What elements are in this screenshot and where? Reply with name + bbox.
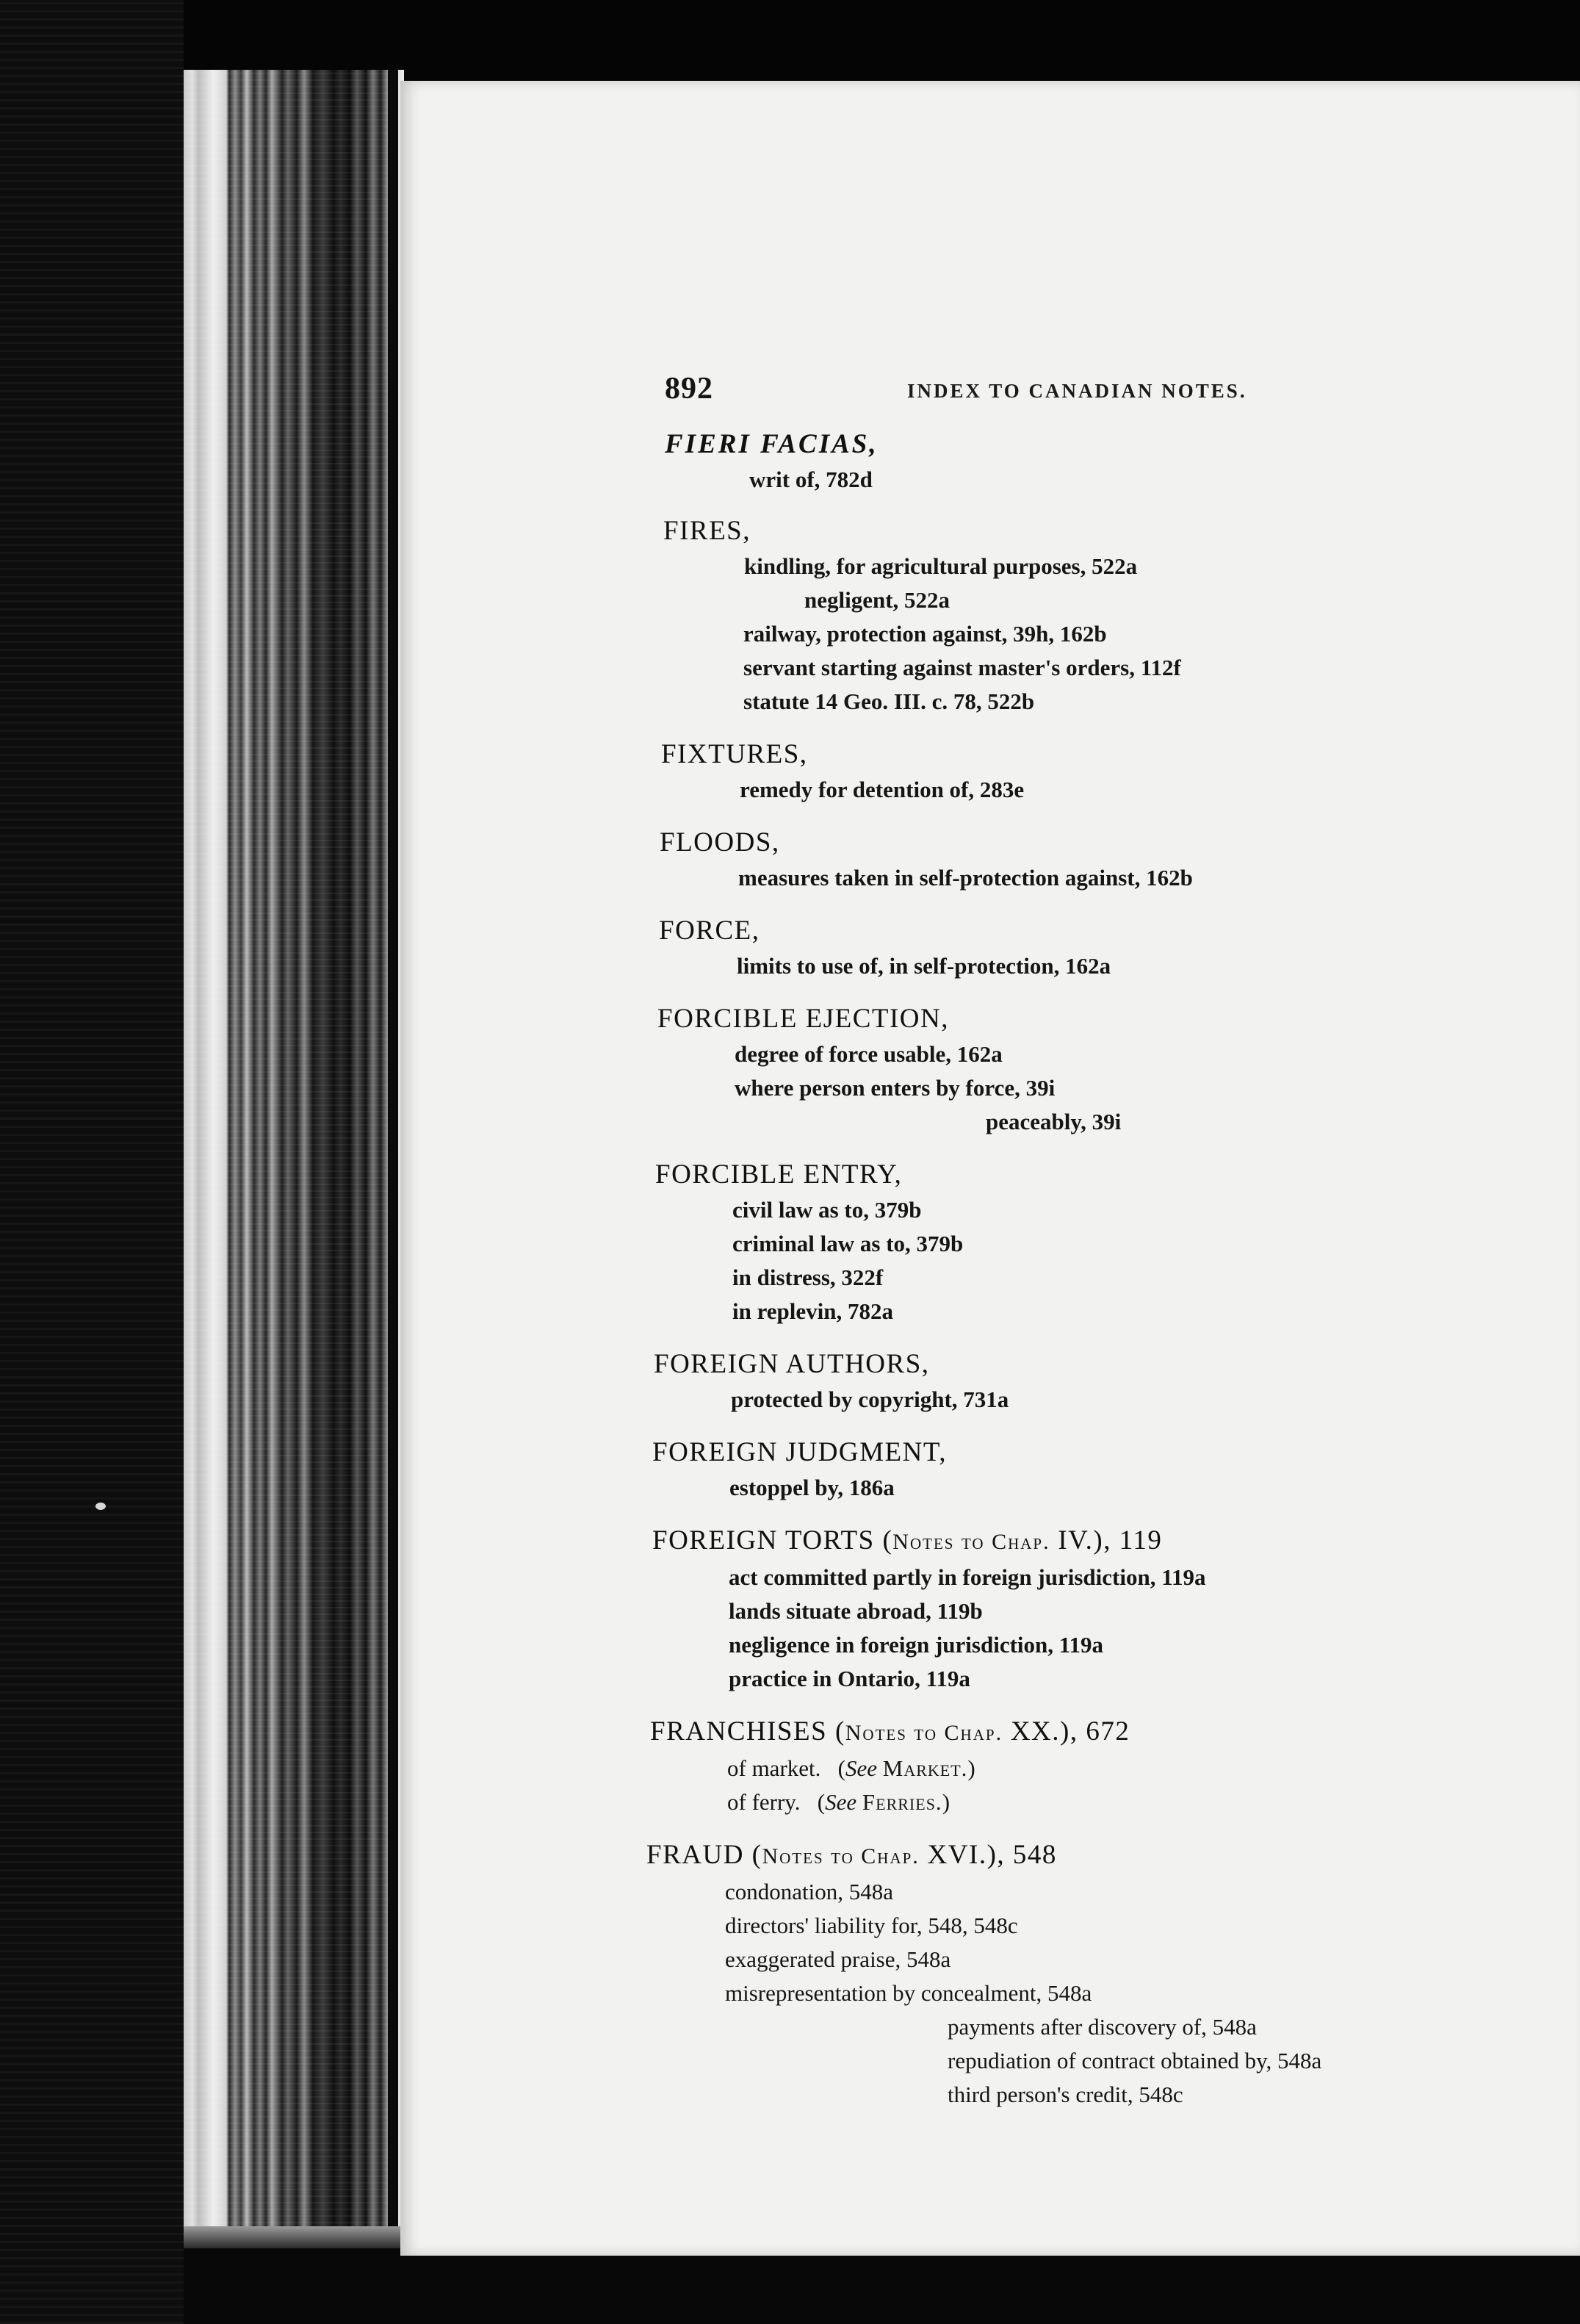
entry-heading: FORCIBLE ENTRY, (655, 1159, 903, 1190)
entry-subheading: measures taken in self-protection against, 162b (738, 865, 1193, 891)
index-entry-fraud (400, 1837, 1580, 2112)
entry-subheading: estoppel by, 186a (729, 1475, 895, 1500)
chapter-note-ref: IV.), 119 (1050, 1525, 1163, 1555)
entry-heading: FORCE, (659, 915, 760, 946)
entry-subheading: writ of, 782d (749, 467, 873, 492)
index-entry-floods (400, 824, 1580, 895)
entry-heading: FIRES, (663, 516, 751, 546)
entry-subheading: kindling, for agricultural purposes, 522a (744, 553, 1138, 579)
entry-heading: FLOODS, (660, 827, 780, 857)
chapter-note-open: ( (751, 1840, 762, 1870)
running-head (400, 371, 1580, 415)
entry-subheading: civil law as to, 379b (732, 1197, 922, 1223)
cross-reference: Ferries. (862, 1789, 942, 1815)
index-entry-foreign-torts (400, 1522, 1580, 1696)
index-entry-franchises (400, 1713, 1580, 1819)
index-entry-foreign-authors (400, 1346, 1580, 1417)
entry-subheading: in replevin, 782a (732, 1298, 894, 1324)
page-number: 892 (665, 372, 713, 406)
entry-heading: FORCIBLE EJECTION, (657, 1004, 949, 1034)
index-entry-forcible-entry (400, 1156, 1580, 1328)
chapter-note-ref: XX.), 672 (1003, 1716, 1130, 1746)
entry-heading: FIERI FACIAS, (665, 429, 879, 459)
entry-heading: FOREIGN AUTHORS, (654, 1349, 930, 1379)
entry-subheading: railway, protection against, 39h, 162b (743, 621, 1107, 647)
entry-heading-text: FRAUD (646, 1840, 744, 1870)
index-entry-fieri-facias (400, 426, 1580, 497)
entry-subheading: of ferry. (See Ferries.) (727, 1789, 950, 1815)
entry-subheading: remedy for detention of, 283e (740, 777, 1025, 802)
index-entry-force (400, 913, 1580, 983)
entry-subheading: lands situate abroad, 119b (729, 1598, 983, 1624)
entry-subheading: in distress, 322f (732, 1264, 884, 1290)
index-entries (400, 426, 1580, 2112)
chapter-note-open: ( (882, 1525, 893, 1555)
entry-heading-text: FRANCHISES (650, 1716, 828, 1746)
index-page (400, 81, 1580, 2256)
entry-heading (650, 1713, 1580, 1752)
scan-left-border (0, 0, 184, 2324)
entry-subheading: directors' liability for, 548, 548c (725, 1913, 1018, 1938)
chapter-note-label: Notes to Chap. (892, 1530, 1050, 1554)
chapter-note-label: Notes to Chap. (845, 1721, 1003, 1745)
chapter-note-open: ( (834, 1716, 845, 1746)
subheading-text: of market. (727, 1755, 821, 1781)
entry-heading: FOREIGN JUDGMENT, (652, 1437, 947, 1467)
entry-subheading: where person enters by force, 39i (735, 1075, 1056, 1101)
entry-subheading: of market. (See Market.) (727, 1755, 975, 1781)
index-entry-fires (400, 513, 1580, 719)
entry-subheading: third person's credit, 548c (948, 2082, 1183, 2107)
entry-heading (646, 1837, 1580, 1875)
scan-bottom-border (184, 2248, 1580, 2324)
dust-speck (95, 1503, 106, 1510)
entry-heading-text: FOREIGN TORTS (652, 1525, 875, 1555)
entry-subheading: negligent, 522a (804, 587, 950, 613)
entry-subheading: statute 14 Geo. III. c. 78, 522b (743, 688, 1035, 714)
entry-subheading: limits to use of, in self-protection, 162a (737, 953, 1111, 979)
chapter-note-ref: XVI.), 548 (919, 1840, 1057, 1870)
entry-subheading: payments after discovery of, 548a (948, 2014, 1257, 2040)
book-page-edges (184, 70, 404, 2263)
subheading-text: of ferry. (727, 1789, 801, 1815)
index-entry-foreign-judgment (400, 1434, 1580, 1505)
entry-subheading: condonation, 548a (725, 1879, 894, 1904)
entry-subheading: servant starting against master's orders, 112f (743, 655, 1181, 680)
see-label: See (825, 1789, 857, 1815)
cross-reference: Market. (882, 1755, 968, 1781)
entry-subheading: practice in Ontario, 119a (729, 1666, 970, 1691)
chapter-note-label: Notes to Chap. (762, 1844, 920, 1868)
see-label: See (845, 1755, 877, 1781)
entry-subheading: act committed partly in foreign jurisdiction, 119a (729, 1564, 1206, 1590)
entry-subheading: negligence in foreign jurisdiction, 119a (729, 1632, 1104, 1658)
entry-subheading: misrepresentation by concealment, 548a (725, 1980, 1092, 2006)
entry-heading (652, 1522, 1580, 1561)
entry-subheading: degree of force usable, 162a (735, 1041, 1003, 1067)
entry-subheading: protected by copyright, 731a (731, 1386, 1009, 1412)
entry-subheading: criminal law as to, 379b (732, 1231, 964, 1256)
index-entry-forcible-ejection (400, 1001, 1580, 1139)
entry-subheading: exaggerated praise, 548a (725, 1946, 951, 1972)
index-entry-fixtures (400, 736, 1580, 807)
entry-heading: FIXTURES, (661, 739, 808, 769)
book-gutter (388, 70, 398, 2263)
running-title: INDEX TO CANADIAN NOTES. (907, 380, 1247, 402)
entry-subheading: repudiation of contract obtained by, 548a (948, 2048, 1322, 2073)
entry-subheading: peaceably, 39i (986, 1109, 1122, 1134)
